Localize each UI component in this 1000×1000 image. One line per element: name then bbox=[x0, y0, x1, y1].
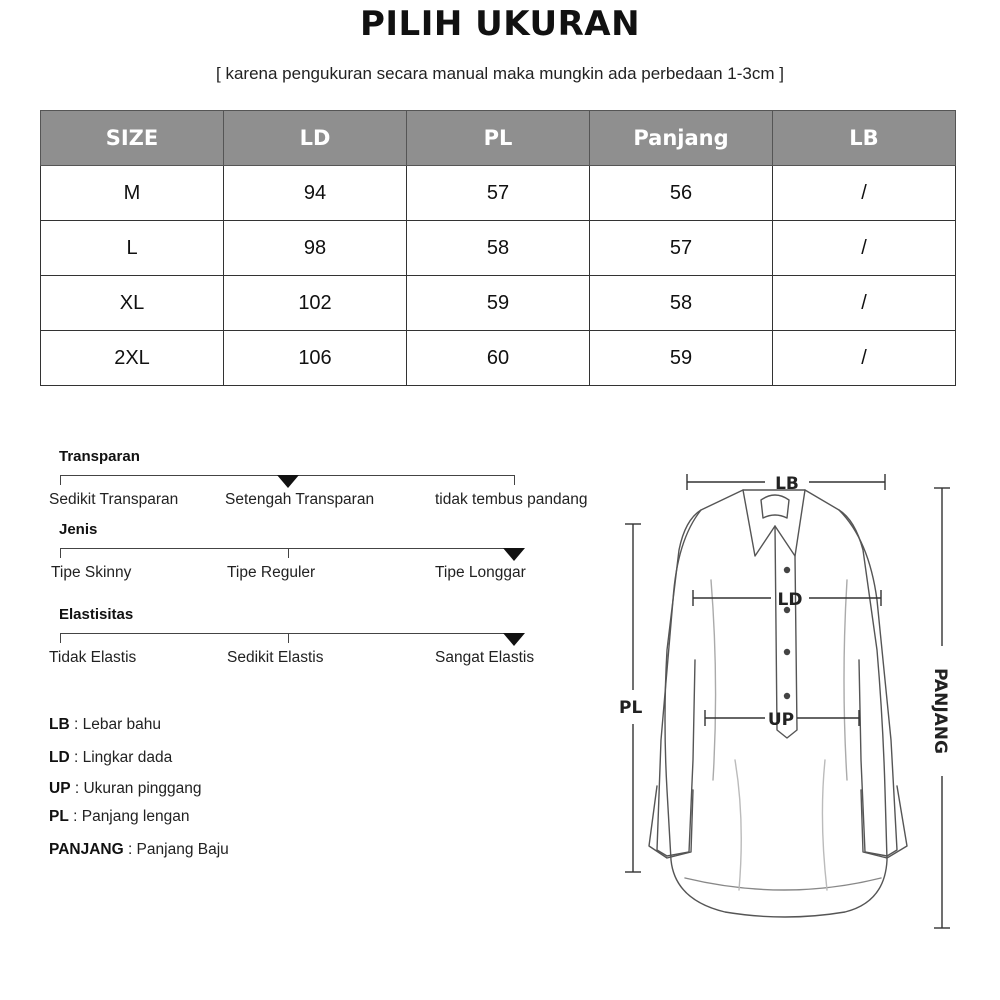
shirt-buttons bbox=[784, 567, 790, 699]
scale-tick bbox=[60, 475, 61, 485]
scale-marker-icon bbox=[503, 548, 525, 561]
header-size: SIZE bbox=[41, 111, 224, 166]
scale-jenis bbox=[0, 521, 620, 591]
shirt-placket bbox=[775, 526, 797, 738]
scale-option: Tipe Skinny bbox=[51, 564, 132, 581]
table-cell: 58 bbox=[590, 276, 773, 331]
table-row bbox=[41, 331, 956, 386]
scale-option: Sedikit Elastis bbox=[227, 649, 324, 666]
table-cell: L bbox=[41, 221, 224, 276]
legend-abbr: UP bbox=[49, 780, 71, 797]
page-title: PILIH UKURAN bbox=[359, 4, 641, 44]
shirt-right-sleeve bbox=[839, 510, 897, 856]
table-cell: M bbox=[41, 166, 224, 221]
header-panjang: Panjang bbox=[590, 111, 773, 166]
table-row bbox=[41, 276, 956, 331]
scale-option: Setengah Transparan bbox=[225, 491, 375, 508]
label-panjang: PANJANG bbox=[930, 668, 950, 754]
scale-label: Jenis bbox=[59, 521, 98, 538]
shirt-collar bbox=[743, 490, 805, 556]
scale-tick bbox=[288, 548, 289, 558]
scale-option: tidak tembus pandang bbox=[435, 491, 588, 508]
size-table-header-row bbox=[41, 111, 956, 166]
shirt-collar-band bbox=[761, 495, 789, 518]
shirt-left-cuff bbox=[649, 786, 693, 858]
label-lb: LB bbox=[775, 474, 799, 494]
scale-tick bbox=[288, 633, 289, 643]
table-cell: 102 bbox=[224, 276, 407, 331]
table-cell: 59 bbox=[590, 331, 773, 386]
shirt-left-sleeve bbox=[657, 510, 701, 856]
legend-desc: : Panjang lengan bbox=[68, 808, 190, 825]
scale-option: Sangat Elastis bbox=[435, 649, 535, 666]
label-pl: PL bbox=[619, 698, 643, 718]
table-cell: XL bbox=[41, 276, 224, 331]
table-cell: 98 bbox=[224, 221, 407, 276]
scale-marker-icon bbox=[277, 475, 299, 488]
size-table bbox=[40, 110, 956, 386]
table-row bbox=[41, 166, 956, 221]
shirt-hem bbox=[685, 878, 881, 890]
table-row bbox=[41, 221, 956, 276]
shirt-right-cuff bbox=[861, 786, 907, 858]
table-cell: / bbox=[773, 221, 956, 276]
measurement-note: [ karena pengukuran secara manual maka mungkin ada perbedaan 1-3cm ] bbox=[216, 64, 784, 83]
header-pl: PL bbox=[407, 111, 590, 166]
table-cell: / bbox=[773, 331, 956, 386]
table-cell: / bbox=[773, 166, 956, 221]
table-cell: 2XL bbox=[41, 331, 224, 386]
table-cell: 106 bbox=[224, 331, 407, 386]
scale-tick bbox=[514, 475, 515, 485]
legend-abbr: PL bbox=[49, 808, 69, 825]
legend-item-ld bbox=[49, 749, 172, 767]
legend-abbr: PANJANG bbox=[49, 841, 124, 858]
scale-transparan bbox=[0, 448, 620, 518]
label-ld: LD bbox=[777, 590, 803, 610]
table-cell: 56 bbox=[590, 166, 773, 221]
table-cell: 57 bbox=[590, 221, 773, 276]
table-cell: / bbox=[773, 276, 956, 331]
header-ld: LD bbox=[224, 111, 407, 166]
scale-option: Sedikit Transparan bbox=[49, 491, 179, 508]
header-lb: LB bbox=[773, 111, 956, 166]
legend-desc: : Lingkar dada bbox=[69, 749, 173, 766]
scale-marker-icon bbox=[503, 633, 525, 646]
scale-option: Tipe Longgar bbox=[435, 564, 526, 581]
legend-desc: : Panjang Baju bbox=[123, 841, 229, 858]
table-cell: 58 bbox=[407, 221, 590, 276]
label-up: UP bbox=[767, 710, 795, 730]
legend-item-up bbox=[49, 780, 202, 798]
legend-item-lb bbox=[49, 716, 161, 734]
table-cell: 57 bbox=[407, 166, 590, 221]
table-cell: 94 bbox=[224, 166, 407, 221]
table-cell: 60 bbox=[407, 331, 590, 386]
legend-abbr: LB bbox=[49, 716, 70, 733]
scale-label: Transparan bbox=[59, 448, 140, 465]
table-cell: 59 bbox=[407, 276, 590, 331]
scale-option: Tipe Reguler bbox=[227, 564, 316, 581]
shirt-body-outline bbox=[665, 490, 887, 917]
scale-elastisitas bbox=[0, 606, 620, 676]
legend-item-pl bbox=[49, 808, 189, 826]
scale-label: Elastisitas bbox=[59, 606, 134, 623]
scale-tick bbox=[60, 548, 61, 558]
scale-tick bbox=[60, 633, 61, 643]
legend-item-panjang bbox=[49, 841, 229, 859]
shirt-diagram bbox=[615, 460, 975, 940]
legend-abbr: LD bbox=[49, 749, 70, 766]
legend-desc: : Lebar bahu bbox=[69, 716, 162, 733]
legend-desc: : Ukuran pinggang bbox=[70, 780, 202, 797]
scale-option: Tidak Elastis bbox=[49, 649, 137, 666]
